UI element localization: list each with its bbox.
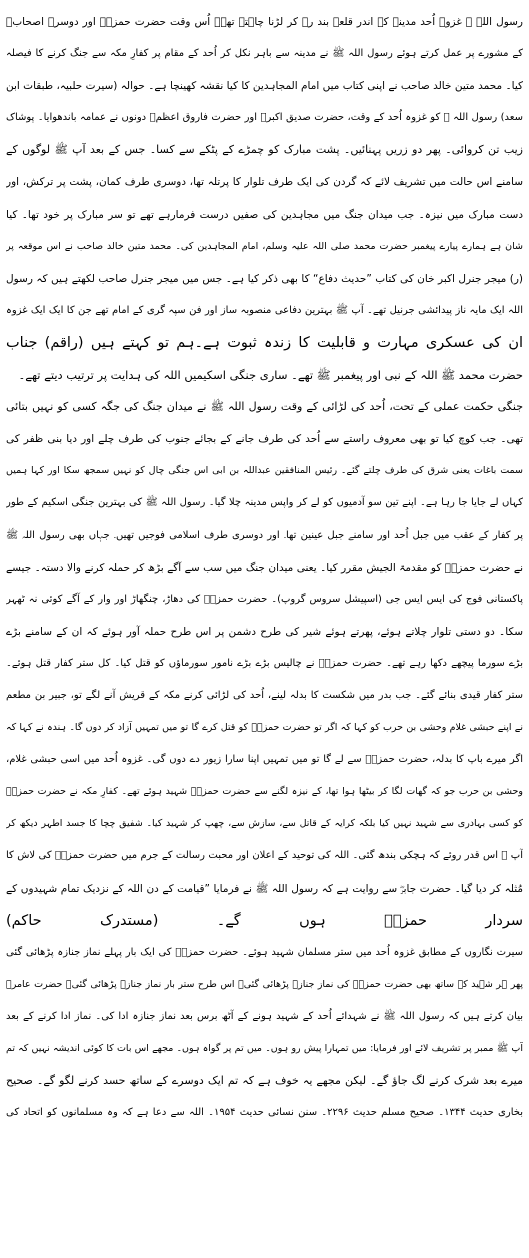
- text-line: نے حضرت حمزہؓ کو مقدمۃ الجیش مقرر کیا۔ یعنی میدان جنگ میں سب سے آگے بڑھ کر حملہ کرنے والا دستہ۔ جیسے: [6, 561, 523, 574]
- text-line: جنگی حکمت عملی کے تحت، اُحد کی لڑائی کے وقت رسول اللہ ﷺ نے میدان جنگ کی جگہ کسی کو نہیں بتائی: [6, 400, 523, 414]
- text-line: پھر ہر شہید کے ساتھ بھی حضرت حمزہؓ کی نماز جنازہ پڑھائی گئی۔ اس طرح ستر بار نماز جنازہ پڑھائی گئی۔ حضرت عامرؓ: [6, 978, 523, 990]
- paragraph-end-line: حضرت محمد ﷺ اللہ کے نبی اور پیغمبر ﷺ تھے۔ ساری جنگی اسکیمیں اللہ کی ہدایت پر ترتیب دیتے تھے۔: [18, 368, 523, 383]
- text-line: کے مشورے پر عمل کرتے ہوئے رسول اللہ ﷺ نے مدینہ سے باہر نکل کر اُحد کے مقام پر کفارِ مکہ سے جنگ کرنے کا فیصلہ: [6, 48, 523, 60]
- text-line: اگر میرے باپ کا بدلہ، حضرت حمزہؓ سے لے گا تو میں تمہیں اپنا سارا زیور دے دوں گی۔ غزوہ اُحد میں اسی حبشی غلام،: [6, 754, 523, 766]
- text-line: میرے بعد شرک کرنے لگ جاؤ گے۔ لیکن مجھے یہ خوف ہے کہ تم ایک دوسرے کے ساتھ حسد کرنے لگو گے۔ صحیح: [6, 1074, 523, 1088]
- text-line: سعد) رسول اللہ ﷺ کو غزوہ اُحد کے وقت، حضرت صدیق اکبرؓ اور حضرت فاروق اعظمؓ دونوں نے عمامہ باندھوایا۔ پوشاک: [6, 112, 523, 124]
- text-line: ان کی عسکری مہارت و قابلیت کا زندہ ثبوت ہے۔ہم تو کہتے ہیں (راقم) جناب: [6, 334, 523, 351]
- text-line: پر کفار کے عقب میں جبل اُحد اور سامنے جبل عینین تھا۔ اور دوسری طرف اسلامی فوجیں تھیں۔ جہاں بھی رسول اللہ ﷺ: [6, 529, 523, 541]
- text-line: سامنے اس حالت میں تشریف لائے کہ گردن کی ایک طرف تلوار کا پرتلہ تھا، دوسری طرف کمان، پشت پر ترکش، اور: [6, 176, 523, 189]
- text-line: مُثلہ کر دیا گیا۔ حضرت جابرؓ سے روایت ہے کہ رسول اللہ ﷺ نے فرمایا ”قیامت کے دن اللہ کے نزدیک تمام شہیدوں کے: [6, 882, 523, 895]
- text-line: کو کسی بہادری سے شہید نہیں کیا بلکہ کرایہ کے قاتل سے، سازش سے، چھپ کر شہید کیا۔ شفیق چچا کا جسد اطہر دیکھ کر: [6, 818, 523, 830]
- text-line: سمت باغات یعنی شرق کی طرف چلتے گئے۔ رئیس المنافقین عبداللہ بن ابی اس جنگی چال کو نہیں سمجھ سکا اور کہا ہمیں: [6, 465, 523, 477]
- text-line: وحشی بن حرب جو کہ گھات لگا کر بیٹھا ہوا تھا، کے نیزہ لگنے سے حضرت حمزہؓ شہید ہوئے تھے۔ کفارِ مکہ نے حضرت حمزہؓ: [6, 786, 523, 798]
- text-line: بڑے سورما پیچھے دکھا رہے تھے۔ حضرت حمزہؓ نے چالیس بڑے بڑے نامور سورماؤں کو قتل کیا۔ کل ستر کفار قتل ہوئے۔: [6, 657, 523, 669]
- text-line: بخاری حدیث ۱۳۴۴۔ صحیح مسلم حدیث ۲۲۹۶۔ سنن نسائی حدیث ۱۹۵۴۔ اللہ سے دعا ہے کہ وہ مسلمانوں کو اتحاد کی: [6, 1107, 523, 1119]
- text-line: سردار حمزہؓ ہوں گے۔ (مستدرک حاکم): [6, 912, 523, 929]
- text-line: کیا۔ محمد متین خالد صاحب نے اپنی کتاب میں امام المجاہدین کا کیا نقشہ کھینچا ہے۔ حوالہ (سیرت حلبیہ، طبقات ابن: [6, 80, 523, 93]
- text-line: اللہ ایک مایہ ناز پیدائشی جرنیل تھے۔ آپ ﷺ بہترین دفاعی منصوبہ ساز اور فن سپہ گری کے امام تھے جن کا ایک ایک غزوہ: [6, 304, 523, 316]
- text-line: کہاں لے جایا جا رہا ہے۔ اپنے تین سو آدمیوں کو لے کر واپس مدینہ چلا گیا۔ رسول اللہ ﷺ کی بہترین جنگی اسکیم کے طور: [6, 497, 523, 509]
- text-line: سکا۔ دو دستی تلوار چلاتے ہوئے، پھرتے ہوئے شیر کی طرح دشمن پر اس طرح حملہ آور ہوئے کہ ان کے سامنے بڑے: [6, 625, 523, 638]
- text-line: پاکستانی فوج کی ایس ایس جی (اسپیشل سروس گروپ)۔ حضرت حمزہؓ کی دھاڑ، چنگھاڑ اور وار کے آگے کوئی نہ ٹھہر: [6, 593, 523, 605]
- text-line: (ر) میجر جنرل اکبر خان کی کتاب ”حدیث دفاع“ کا بھی ذکر کیا ہے۔ جس میں میجر جنرل صاحب لکھتے ہیں کہ رسول: [6, 272, 523, 285]
- text-line: آپ ﷺ ممبر پر تشریف لائے اور فرمایا: میں تمہارا پیش رو ہوں۔ میں تم پر گواہ ہوں۔ مجھے اس بات کا کوئی اندیشہ نہیں کہ تم: [6, 1043, 523, 1054]
- text-line: سیرت نگاروں کے مطابق غزوہ اُحد میں ستر مسلمان شہید ہوئے۔ حضرت حمزہؓ کی ایک بار پہلے نماز جنازہ پڑھائی گئی: [6, 946, 523, 958]
- text-line: تھی۔ جب کوچ کیا تو بھی معروف راستے سے اُحد کی طرف جانے کے بجائے جنوب کی طرف چلے اور دیا بنی ظفر کی: [6, 433, 523, 446]
- text-line: نے اپنے حبشی غلام وحشی بن حرب کو کہا کہ اگر تو حضرت حمزہؓ کو قتل کرے گا تو میں تمہیں آزاد کر دوں گا۔ ہندہ نے کہا کہ: [6, 722, 523, 734]
- text-line: آپ ﷺ اس قدر روئے کہ ہچکی بندھ گئی۔ اللہ کی توحید کے اعلان اور محبت رسالت کے جرم میں حضرت حمزہؓ کی لاش کا: [6, 850, 523, 862]
- text-line: رسول اللہ ﷺ غزوہ اُحد مدینہ کے اندر قلعہ بند رہ کر لڑنا چاہتے تھے۔ اُس وقت حضرت حمزہؓ اور دوسرے اصحابؓ: [6, 16, 523, 28]
- text-line: زیب تن کروائی۔ پھر دو زریں پہنائیں۔ پشت مبارک کو چمڑے کے پٹکے سے کسا۔ جس کے بعد آپ ﷺ لوگوں کے: [6, 143, 523, 157]
- text-line: شان ہے ہمارے پیارے پیغمبر حضرت محمد صلی اللہ علیہ وسلم، امام المجاہدین کی۔ محمد متین خالد صاحب نے اس موقعہ پر: [6, 240, 523, 252]
- text-line: بیان کرتے ہیں کہ رسول اللہ ﷺ نے شہدائے اُحد کے شہید ہونے کے آٹھ برس بعد نماز جنازہ ادا کی۔ نماز ادا کرنے کے بعد: [6, 1010, 523, 1022]
- text-line: دست مبارک میں نیزہ۔ جب میدان جنگ میں مجاہدین کی صفیں درست فرمارہے تھے تو سر مبارک پر خود تھا۔ کیا: [6, 208, 523, 221]
- text-line: ستر کفار قیدی بنائے گئے۔ جب بدر میں شکست کا بدلہ لینے، اُحد کی لڑائی کرنے مکہ کے قریش آنے لگے تو، جبیر بن مطعم: [6, 689, 523, 701]
